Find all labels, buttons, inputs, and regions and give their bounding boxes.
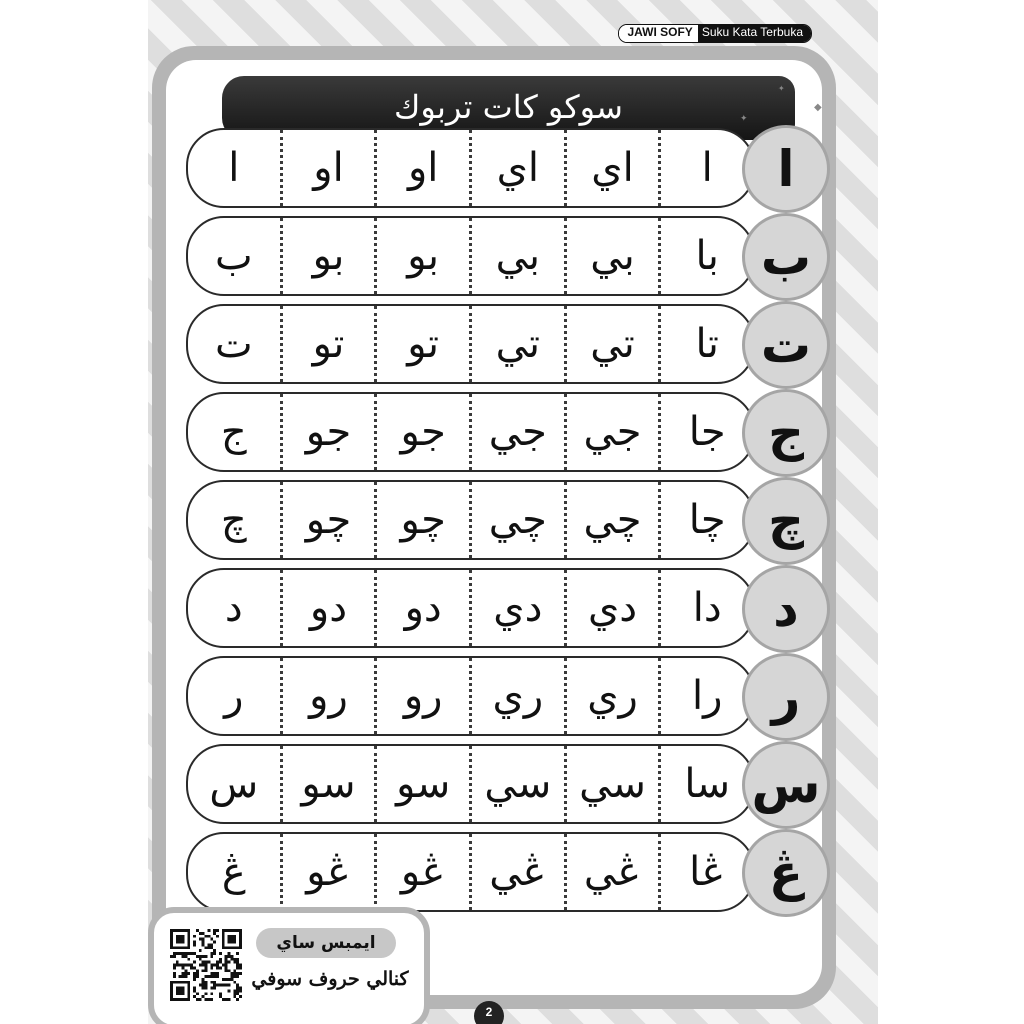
syllable-cell: را <box>691 673 723 719</box>
syllable-cell: ج <box>188 394 283 470</box>
syllable-cell: ڠو <box>283 834 378 910</box>
footer-pill: ايمبس ساي <box>256 928 396 958</box>
letter-circle: ت <box>742 301 830 389</box>
syllable-cell: چي <box>472 482 567 558</box>
syllable-cell: چي <box>567 482 662 558</box>
sparkle-icon: ◆ <box>814 102 822 113</box>
sparkle-icon: ✦ <box>740 114 748 124</box>
syllable-cell: ر <box>188 658 283 734</box>
letter-circle: ڠ <box>742 829 830 917</box>
syllable-cell: بي <box>567 218 662 294</box>
syllable-cell: سي <box>472 746 567 822</box>
syllable-cell: با <box>695 233 719 279</box>
syllable-cell: بو <box>377 218 472 294</box>
syllable-row <box>186 832 755 912</box>
syllable-cell: دو <box>283 570 378 646</box>
letter-circle: س <box>742 741 830 829</box>
syllable-row <box>186 304 755 384</box>
syllable-cell: دي <box>472 570 567 646</box>
brand-name: JAWI SOFY <box>619 25 697 42</box>
footer-text: كنالي حروف سوفي <box>251 968 409 990</box>
syllable-cell: تي <box>472 306 567 382</box>
syllable-cell: دو <box>377 570 472 646</box>
syllable-cell: جو <box>377 394 472 470</box>
syllable-cell: س <box>188 746 283 822</box>
letter-circle: ر <box>742 653 830 741</box>
syllable-cell: ڠا <box>689 849 726 895</box>
syllable-cell: چا <box>688 497 726 543</box>
inner-panel <box>166 60 822 995</box>
syllable-cell: چو <box>283 482 378 558</box>
syllable-cell: چ <box>188 482 283 558</box>
syllable-cell: بي <box>472 218 567 294</box>
syllable-row <box>186 568 755 648</box>
letter-circle: ب <box>742 213 830 301</box>
syllable-cell: رو <box>283 658 378 734</box>
letter-circle: ج <box>742 389 830 477</box>
syllable-cell: بو <box>283 218 378 294</box>
syllable-cell: ڠو <box>377 834 472 910</box>
syllable-cell: دا <box>692 585 722 631</box>
syllable-cell: جي <box>567 394 662 470</box>
syllable-row <box>186 392 755 472</box>
page-number: 2 <box>474 1001 504 1024</box>
syllable-cell: ري <box>567 658 662 734</box>
syllable-cell: سا <box>684 761 731 807</box>
letter-circle: چ <box>742 477 830 565</box>
syllable-cell: د <box>188 570 283 646</box>
letter-circle: د <box>742 565 830 653</box>
syllable-cell: سو <box>283 746 378 822</box>
syllable-cell: جو <box>283 394 378 470</box>
brand-badge <box>618 24 812 43</box>
syllable-cell: رو <box>377 658 472 734</box>
syllable-row <box>186 656 755 736</box>
syllable-cell: او <box>283 130 378 206</box>
syllable-cell: او <box>377 130 472 206</box>
letter-circle: ا <box>742 125 830 213</box>
syllable-row <box>186 744 755 824</box>
syllable-cell: اي <box>567 130 662 206</box>
syllable-cell: ري <box>472 658 567 734</box>
syllable-cell: ڠ <box>188 834 283 910</box>
syllable-cell: چو <box>377 482 472 558</box>
syllable-cell: ت <box>188 306 283 382</box>
syllable-row <box>186 216 755 296</box>
syllable-cell: ا <box>188 130 283 206</box>
page-title: سوكو كات تربوك <box>222 76 795 140</box>
footer-box <box>148 907 430 1024</box>
syllable-row <box>186 480 755 560</box>
outer-frame <box>152 46 836 1009</box>
sparkle-icon: ✦ <box>778 84 785 93</box>
syllable-cell: تي <box>567 306 662 382</box>
syllable-cell: ب <box>188 218 283 294</box>
syllable-cell: ا <box>701 145 713 191</box>
qr-code-icon <box>170 929 242 1001</box>
syllable-cell: تا <box>695 321 719 367</box>
syllable-cell: سو <box>377 746 472 822</box>
brand-subtitle: Suku Kata Terbuka <box>698 25 811 42</box>
syllable-cell: ڠي <box>472 834 567 910</box>
syllable-cell: تو <box>377 306 472 382</box>
syllable-cell: ڠي <box>567 834 662 910</box>
syllable-cell: جي <box>472 394 567 470</box>
syllable-cell: سي <box>567 746 662 822</box>
syllable-cell: جا <box>688 409 726 455</box>
syllable-cell: تو <box>283 306 378 382</box>
syllable-cell: اي <box>472 130 567 206</box>
worksheet-page <box>148 0 878 1024</box>
syllable-cell: دي <box>567 570 662 646</box>
syllable-row <box>186 128 755 208</box>
